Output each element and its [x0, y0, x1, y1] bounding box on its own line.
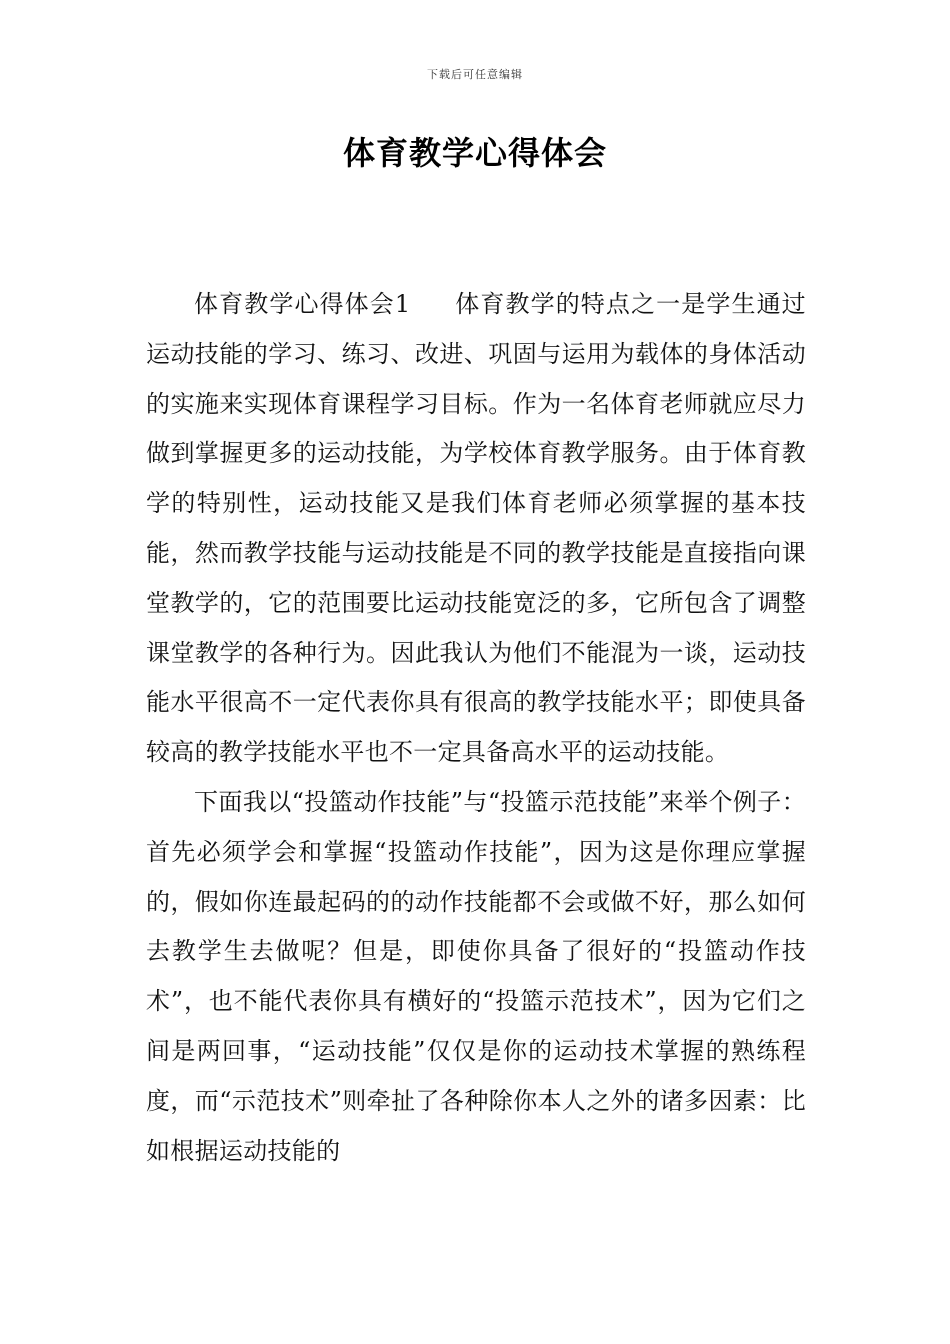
- paragraph-1-text: 体育教学的特点之一是学生通过运动技能的学习、练习、改进、巩固与运用为载体的身体活动的实施来实现体育课程学习目标。作为一名体育老师就应尽力做到掌握更多的运动技能，为学校体育教学服务。由于体育教学的特别性，运动技能又是我们体育老师必须掌握的基本技能，然而教学技能与运动技能是不同的教学技能是直接指向课堂教学的，它的范围要比运动技能宽泛的多，它所包含了调整课堂教学的各种行为。因此我认为他们不能混为一谈，运动技能水平很高不一定代表你具有很高的教学技能水平；即使具备较高的教学技能水平也不一定具备高水平的运动技能。: [146, 290, 806, 767]
- paragraph-1: [146, 280, 806, 778]
- document-title: 体育教学心得体会: [342, 134, 607, 172]
- document-body: [146, 280, 806, 1176]
- header-note: 下载后可任意编辑: [427, 68, 523, 81]
- section-label: 体育教学心得体会1: [194, 290, 411, 318]
- paragraph-2: 下面我以“投篮动作技能”与“投篮示范技能”来举个例子：首先必须学会和掌握“投篮动作技能”，因为这是你理应掌握的，假如你连最起码的的动作技能都不会或做不好，那么如何去教学生去做呢？但是，即使你具备了很好的“投篮动作技术”，也不能代表你具有横好的“投篮示范技术”，因为它们之间是两回事，“运动技能”仅仅是你的运动技术掌握的熟练程度，而“示范技术”则牵扯了各种除你本人之外的诸多因素：比如根据运动技能的: [146, 787, 806, 1165]
